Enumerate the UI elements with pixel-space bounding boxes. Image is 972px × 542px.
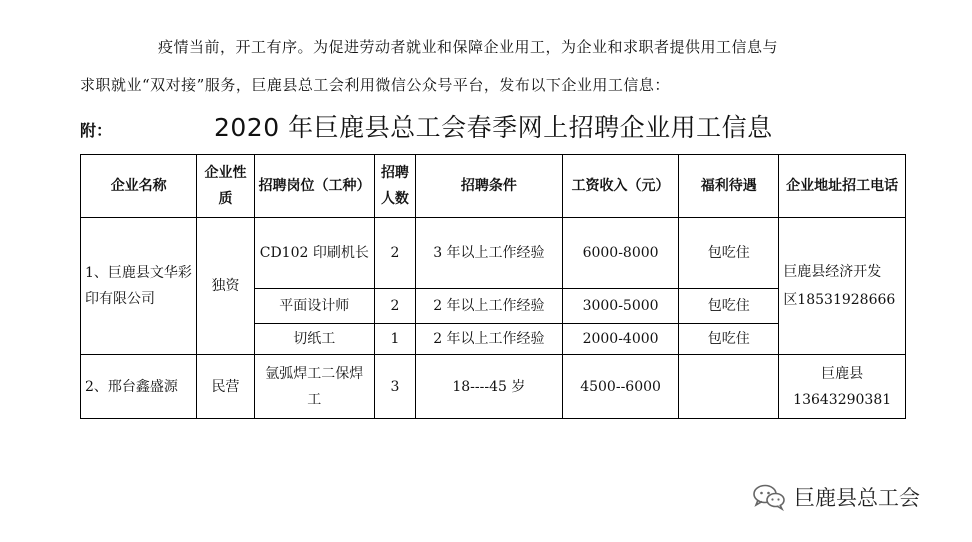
table-row (81, 355, 906, 419)
job-position: 平面设计师 (254, 289, 374, 324)
job-salary: 6000-8000 (562, 218, 678, 289)
header-position: 招聘岗位（工种） (254, 155, 374, 218)
job-count: 3 (375, 355, 416, 419)
job-count: 1 (375, 324, 416, 355)
recruitment-table (80, 154, 910, 419)
intro-paragraph (80, 28, 910, 104)
job-salary: 2000-4000 (562, 324, 678, 355)
job-position: 切纸工 (254, 324, 374, 355)
header-address: 企业地址招工电话 (779, 155, 906, 218)
company-nature: 独资 (197, 218, 254, 355)
company-nature: 民营 (197, 355, 254, 419)
wechat-icon (752, 483, 786, 511)
watermark-text: 巨鹿县总工会 (794, 486, 920, 510)
job-count: 2 (375, 289, 416, 324)
header-nature: 企业性质 (197, 155, 254, 218)
job-benefit: 包吃住 (679, 324, 779, 355)
job-count: 2 (375, 218, 416, 289)
header-count: 招聘人数 (375, 155, 416, 218)
job-requirement: 2 年以上工作经验 (415, 324, 562, 355)
table-header-row (81, 155, 906, 218)
document-title: 2020 年巨鹿县总工会春季网上招聘企业用工信息 (214, 113, 773, 142)
company-name: 1、巨鹿县文华彩印有限公司 (81, 218, 197, 355)
job-requirement: 2 年以上工作经验 (415, 289, 562, 324)
intro-line-2: 求职就业“双对接”服务，巨鹿县总工会利用微信公众号平台，发布以下企业用工信息： (80, 76, 670, 94)
job-benefit (679, 355, 779, 419)
company-address: 巨鹿县经济开发 区18531928666 (779, 218, 906, 355)
job-requirement: 3 年以上工作经验 (415, 218, 562, 289)
header-company: 企业名称 (81, 155, 197, 218)
job-benefit: 包吃住 (679, 218, 779, 289)
job-salary: 3000-5000 (562, 289, 678, 324)
job-benefit: 包吃住 (679, 289, 779, 324)
header-benefit: 福利待遇 (679, 155, 779, 218)
intro-line-1: 疫情当前，开工有序。为促进劳动者就业和保障企业用工，为企业和求职者提供用工信息与 (158, 38, 779, 56)
job-salary: 4500--6000 (562, 355, 678, 419)
company-address: 巨鹿县13643290381 (779, 355, 906, 419)
job-position: CD102 印刷机长 (254, 218, 374, 289)
header-salary: 工资收入（元） (562, 155, 678, 218)
table-row (81, 218, 906, 289)
header-requirement: 招聘条件 (415, 155, 562, 218)
job-requirement: 18----45 岁 (415, 355, 562, 419)
company-name: 2、邢台鑫盛源 (81, 355, 197, 419)
attachment-label: 附： (80, 121, 113, 140)
wechat-watermark (752, 482, 920, 512)
job-position: 氩弧焊工二保焊工 (254, 355, 374, 419)
